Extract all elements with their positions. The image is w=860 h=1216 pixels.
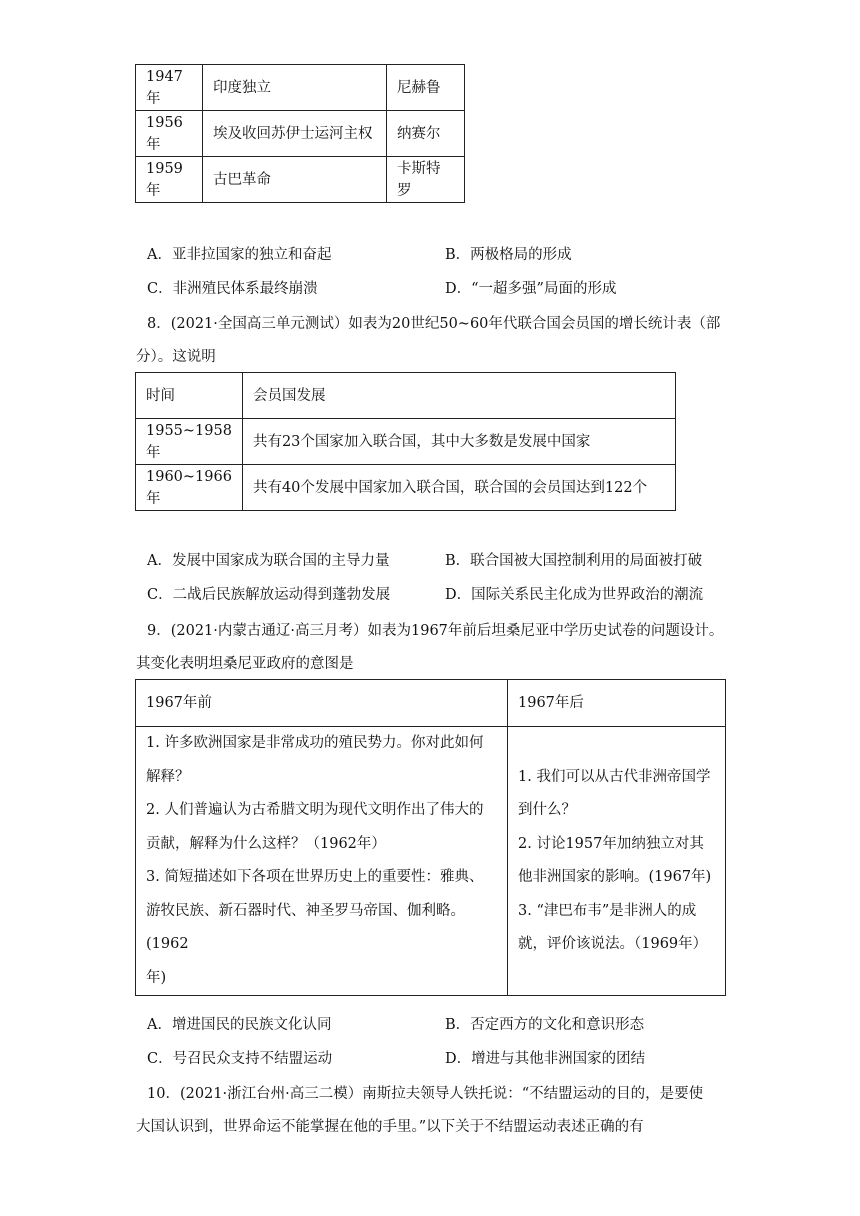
table-header-row xyxy=(136,680,726,727)
q9-option-c[interactable]: C．号召民众支持不结盟运动 xyxy=(147,1051,333,1067)
question-line: 2. 人们普遍认为古希腊文明为现代文明作出了伟大的 xyxy=(146,802,484,818)
question-line: 1. 许多欧洲国家是非常成功的殖民势力。你对此如何 xyxy=(146,735,484,751)
q7-option-d[interactable]: D．“一超多强”局面的形成 xyxy=(445,281,617,297)
table-cell: 1956年 xyxy=(136,111,203,157)
table-row xyxy=(136,465,676,511)
q8-table xyxy=(135,372,676,511)
table-cell: 尼赫鲁 xyxy=(387,65,465,111)
q8-option-b[interactable]: B．联合国被大国控制利用的局面被打破 xyxy=(445,553,703,569)
q8-option-d[interactable]: D．国际关系民主化成为世界政治的潮流 xyxy=(445,587,704,603)
question-line: 他非洲国家的影响。(1967年) xyxy=(518,869,712,885)
q10-stem-continued: 大国认识到，世界命运不能掌握在他的手里。”以下关于不结盟运动表述正确的有 xyxy=(136,1119,644,1135)
q9-option-b[interactable]: B．否定西方的文化和意识形态 xyxy=(445,1017,645,1033)
q8-option-c[interactable]: C．二战后民族解放运动得到蓬勃发展 xyxy=(147,587,391,603)
table-header-cell: 时间 xyxy=(136,373,243,419)
table-header-cell: 会员国发展 xyxy=(242,373,675,419)
q7-option-c[interactable]: C．非洲殖民体系最终崩溃 xyxy=(147,281,318,297)
table-row xyxy=(136,419,676,465)
question-line: 3. 简短描述如下各项在世界历史上的重要性：雅典、 xyxy=(146,869,484,885)
table-cell: 卡斯特罗 xyxy=(387,157,465,203)
table-cell: 1947年 xyxy=(136,65,203,111)
q7-option-a[interactable]: A．亚非拉国家的独立和奋起 xyxy=(147,247,332,263)
after-1967-questions xyxy=(508,727,726,996)
table-cell: 1959年 xyxy=(136,157,203,203)
question-line: 贡献，解释为什么这样？（1962年） xyxy=(146,835,386,852)
table-row xyxy=(136,157,465,203)
q8-option-a[interactable]: A．发展中国家成为联合国的主导力量 xyxy=(147,553,390,569)
question-line: 解释？ xyxy=(146,768,190,785)
q9-stem-continued: 其变化表明坦桑尼亚政府的意图是 xyxy=(136,656,354,672)
q7-option-b[interactable]: B．两极格局的形成 xyxy=(445,247,572,263)
q7-table xyxy=(135,64,465,203)
q8-stem-continued: 分）。这说明 xyxy=(136,349,216,365)
question-line: 到什么？ xyxy=(518,802,576,818)
table-cell: 1955~1958年 xyxy=(136,419,243,465)
question-line: 年) xyxy=(146,969,167,986)
table-header-cell: 1967年前 xyxy=(136,680,508,727)
q9-table xyxy=(135,679,726,996)
table-header-row xyxy=(136,373,676,419)
table-cell: 埃及收回苏伊士运河主权 xyxy=(203,111,387,157)
q10-stem: 10．(2021·浙江台州·高三二模）南斯拉夫领导人铁托说：“不结盟运动的目的，是要使 xyxy=(147,1086,704,1102)
table-header-cell: 1967年后 xyxy=(508,680,726,727)
question-line: 就，评价该说法。（1969年） xyxy=(518,936,708,952)
q8-stem: 8．(2021·全国高三单元测试）如表为20世纪50~60年代联合国会员国的增长统计表（部 xyxy=(147,316,721,332)
question-line: 游牧民族、新石器时代、神圣罗马帝国、伽利略。(1962 xyxy=(146,902,465,952)
q9-option-d[interactable]: D．增进与其他非洲国家的团结 xyxy=(445,1051,646,1067)
table-row xyxy=(136,727,726,996)
table-cell: 共有40个发展中国家加入联合国，联合国的会员国达到122个 xyxy=(242,465,675,511)
question-line: 3. “津巴布韦”是非洲人的成 xyxy=(518,902,697,919)
table-cell: 印度独立 xyxy=(203,65,387,111)
before-1967-questions xyxy=(136,727,508,996)
question-line: 2. 讨论1957年加纳独立对其 xyxy=(518,835,704,852)
q9-option-a[interactable]: A．增进国民的民族文化认同 xyxy=(147,1017,332,1033)
table-cell: 1960~1966年 xyxy=(136,465,243,511)
table-cell: 纳赛尔 xyxy=(387,111,465,157)
q9-stem: 9．(2021·内蒙古通辽·高三月考）如表为1967年前后坦桑尼亚中学历史试卷的问题设计。 xyxy=(147,623,724,639)
table-cell: 共有23个国家加入联合国，其中大多数是发展中国家 xyxy=(242,419,675,465)
question-line: 1. 我们可以从古代非洲帝国学 xyxy=(518,768,711,785)
table-row xyxy=(136,65,465,111)
table-row xyxy=(136,111,465,157)
table-cell: 古巴革命 xyxy=(203,157,387,203)
